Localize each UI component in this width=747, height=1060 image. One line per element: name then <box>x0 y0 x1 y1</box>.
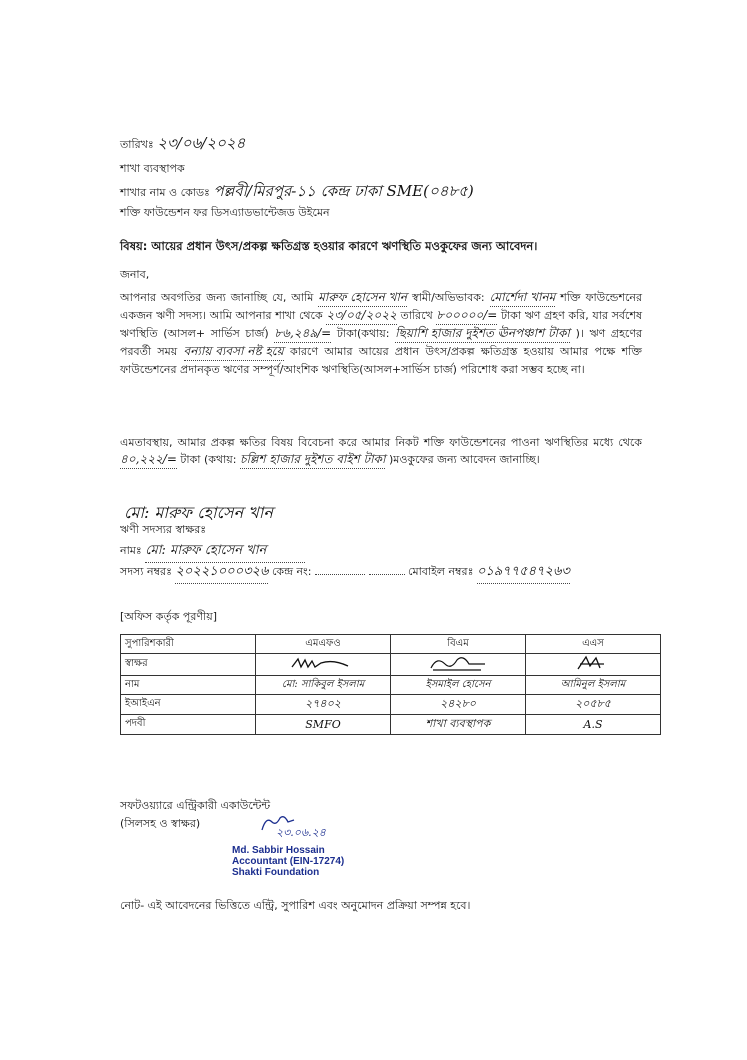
salutation: জনাব, <box>120 268 150 281</box>
loan-date: ২৩/০৫/২০২২ <box>326 307 397 325</box>
loan-amount: ৮০০০০০/= <box>436 307 497 325</box>
guardian-name: মোর্শেদা খানম <box>490 289 556 307</box>
row-label: স্বাক্ষর <box>121 654 256 676</box>
row-label: পদবী <box>121 715 256 735</box>
accountant-signature-date: ২৩.০৬.২৪ <box>276 826 326 839</box>
mfo-signature <box>256 654 391 676</box>
branch-label: শাখার নাম ও কোডঃ <box>120 186 210 199</box>
table-cell: ইসমাইল হোসেন <box>391 676 526 695</box>
signature-label: ঋণী সদস্যর স্বাক্ষরঃ <box>120 523 207 536</box>
office-use-label: [অফিস কর্তৃক পূরণীয়] <box>120 610 217 623</box>
member-label: সদস্য নম্বরঃ <box>120 565 172 578</box>
branch-line <box>120 180 474 205</box>
table-row <box>121 654 661 676</box>
table-header: এএস <box>526 635 661 654</box>
table-header-row <box>121 635 661 654</box>
mobile-value: ০১৯৭৭৫৪৭২৬৩ <box>477 562 570 584</box>
stamp-org: Shakti Foundation <box>232 867 320 878</box>
table-cell: ২০৫৮৫ <box>526 695 661 715</box>
member-value: ২০২২১০০০৩২৬ <box>175 562 268 584</box>
waive-in-words: চল্লিশ হাজার দুইশত বাইশ টাকা <box>240 451 385 469</box>
footer-note: নোট- এই আবেদনের ভিত্তিতে এন্ট্রি, সুপারিশ এবং অনুমোদন প্রক্রিয়া সম্পন্ন হবে। <box>120 899 471 912</box>
accountant-stamp <box>232 845 344 878</box>
loan-balance: ৮৬,২৪৯/= <box>274 325 331 343</box>
subject-line: বিষয়: আয়ের প্রধান উৎস/প্রকল্প ক্ষতিগ্রস্ত হওয়ার কারণে ঋণস্থিতি মওকুফের জন্য আবেদন। <box>120 239 538 253</box>
name-label: নামঃ <box>120 544 142 557</box>
table-header: এমএফও <box>256 635 391 654</box>
table-cell: ২৭৪০২ <box>256 695 391 715</box>
row-label: নাম <box>121 676 256 695</box>
table-cell: ২৪২৮০ <box>391 695 526 715</box>
table-cell: মো: সাকিবুল ইসলাম <box>256 676 391 695</box>
damage-reason: বন্যায় ব্যবসা নষ্ট হয়ে <box>184 343 284 361</box>
table-header: সুপারিশকারী <box>121 635 256 654</box>
applicant-name: মারুফ হোসেন খান <box>318 289 407 307</box>
software-entry-label: সফটওয়্যারে এন্ট্রিকারী একাউন্টেন্ট <box>120 799 271 812</box>
stamp-name: Md. Sabbir Hossain <box>232 845 325 856</box>
table-cell: শাখা ব্যবস্থাপক <box>391 715 526 735</box>
mobile-label: মোবাইল নম্বরঃ <box>408 565 474 578</box>
borrower-signature: মো: মারুফ হোসেন খান <box>124 503 273 522</box>
date-label: তারিখঃ <box>120 138 154 151</box>
name-value: মো: মারুফ হোসেন খান <box>145 541 305 563</box>
name-line <box>120 541 305 563</box>
date-line <box>120 132 245 157</box>
table-header: বিএম <box>391 635 526 654</box>
center-value <box>315 574 365 575</box>
table-row <box>121 676 661 695</box>
seal-signature-label: (সিলসহ ও স্বাক্ষর) <box>120 817 201 830</box>
table-cell: A.S <box>526 715 661 735</box>
branch-manager: শাখা ব্যবস্থাপক <box>120 162 185 175</box>
table-row <box>121 715 661 735</box>
balance-in-words: ছিয়াশি হাজার দুইশত ঊনপঞ্চাশ টাকা <box>395 325 570 343</box>
date-value: ২৩/০৬/২০২৪ <box>157 134 246 152</box>
row-label: ইআইএন <box>121 695 256 715</box>
table-cell: আমিনুল ইসলাম <box>526 676 661 695</box>
org-line: শক্তি ফাউন্ডেশন ফর ডিসএ্যাডভান্টেজড উইমেন <box>120 206 330 219</box>
center-label: কেন্দ্র নং: <box>271 565 312 578</box>
recommendation-table <box>120 634 661 735</box>
stamp-title: Accountant (EIN-17274) <box>232 856 345 867</box>
paragraph-2: এমতাবস্থায়, আমার প্রকল্প ক্ষতির বিষয় বিবেচনা করে আমার নিকট শক্তি ফাউন্ডেশনের পাওনা ঋণস্থিতির মধ্যে থেকে ৪০,২২২/= টাকা (কথায়: চল্লিশ হাজার দুইশত বাইশ টাকা )মওকুফের জন্য আবেদন জানাচ্ছি। <box>120 434 642 469</box>
bm-signature <box>391 654 526 676</box>
table-row <box>121 695 661 715</box>
branch-value: পল্লবী/মিরপুর-১১ কেন্দ্র ঢাকা SME(০৪৮৫) <box>213 182 474 200</box>
as-signature <box>526 654 661 676</box>
member-line <box>120 562 570 584</box>
table-cell: SMFO <box>256 715 391 735</box>
waive-amount: ৪০,২২২/= <box>120 451 177 469</box>
paragraph-1: আপনার অবগতির জন্য জানাচ্ছি যে, আমি মারুফ হোসেন খান স্বামী/অভিভাবক: মোর্শেদা খানম শক্তি ফাউন্ডেশনের একজন ঋণী সদস্য। আমি আপনার শাখা থেকে ২৩/০৫/২০২২ তারিখে ৮০০০০০/= টাকা ঋণ গ্রহণ করি, যার সর্বশেষ ঋণস্থিতি (আসল+ সার্ভিস চার্জ) ৮৬,২৪৯/= টাকা(কথায়: ছিয়াশি হাজার দুইশত ঊনপঞ্চাশ টাকা )। ঋণ গ্রহণের পরবর্তী সময় বন্যায় ব্যবসা নষ্ট হয়ে কারণে আমার আয়ের প্রধান উৎস/প্রকল্প ক্ষতিগ্রস্ত হওয়ায় আমার পক্ষে শক্তি ফাউন্ডেশনের প্রদানকৃত ঋণের সম্পূর্ণ/আংশিক ঋণস্থিতি(আসল+সার্ভিস চার্জ) পরিশোধ করা সম্ভব হচ্ছে না। <box>120 290 643 376</box>
